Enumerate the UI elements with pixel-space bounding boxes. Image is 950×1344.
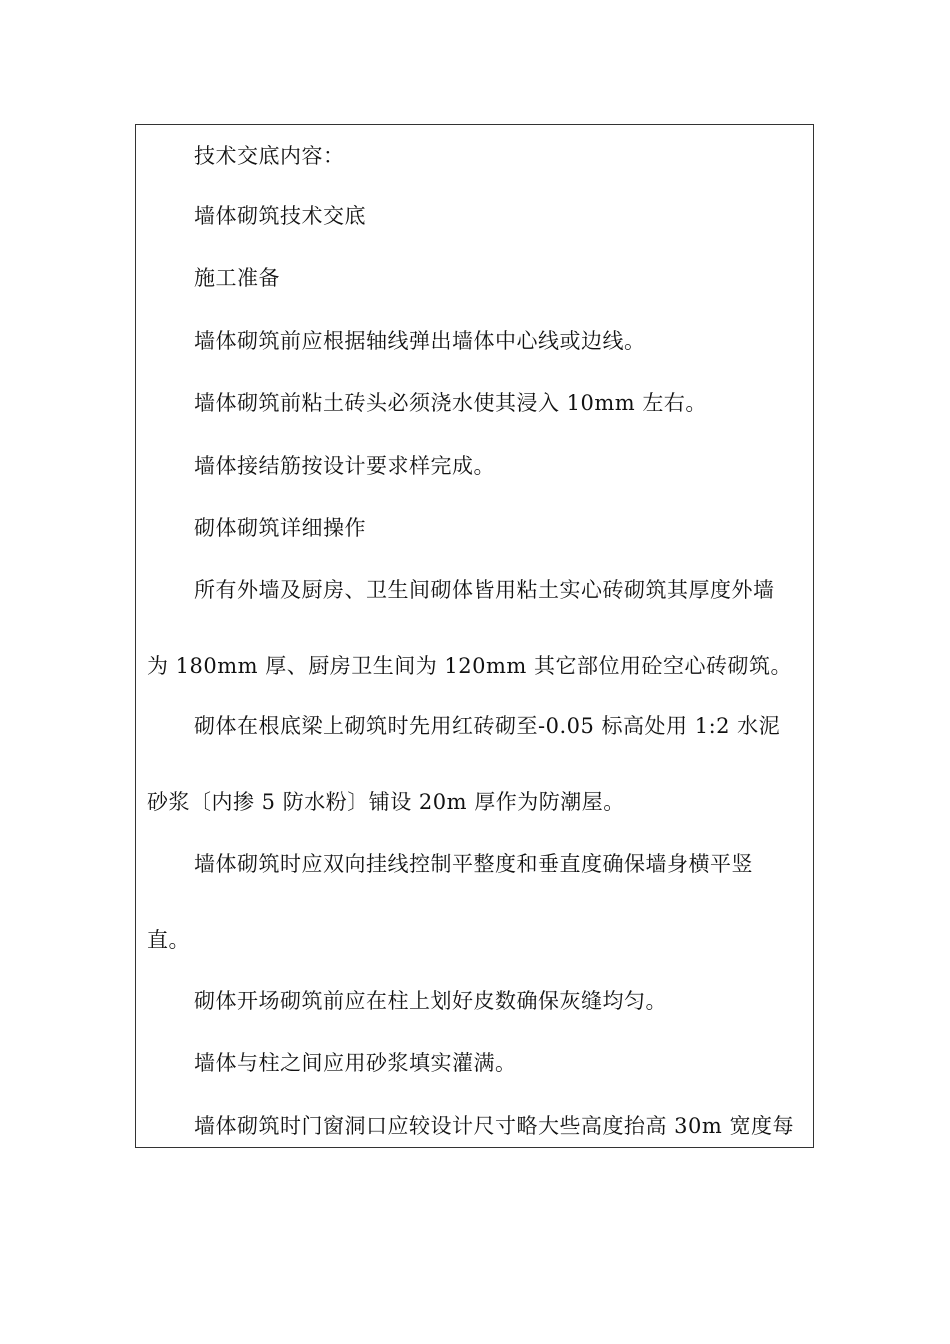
- document-title: 墙体砌筑技术交底: [194, 204, 366, 228]
- paragraph-line: 墙体与柱之间应用砂浆填实灌满。: [194, 1051, 517, 1075]
- content-frame: [135, 124, 814, 1148]
- paragraph-line: 砌体开场砌筑前应在柱上划好皮数确保灰缝均匀。: [194, 989, 667, 1013]
- paragraph-line: 砌体在根底梁上砌筑时先用红砖砌至-0.05 标高处用 1:2 水泥: [194, 714, 781, 738]
- paragraph-line: 墙体接结筋按设计要求样完成。: [194, 454, 495, 478]
- paragraph-line: 所有外墙及厨房、卫生间砌体皆用粘土实心砖砌筑其厚度外墙: [194, 578, 775, 602]
- section-heading: 技术交底内容：: [194, 144, 345, 168]
- paragraph-line: 直。: [147, 928, 190, 952]
- paragraph-line: 墙体砌筑时应双向挂线控制平整度和垂直度确保墙身横平竖: [194, 852, 753, 876]
- subheading-operation: 砌体砌筑详细操作: [194, 516, 366, 540]
- paragraph-line: 砂浆〔内掺 5 防水粉〕铺设 20m 厚作为防潮屋。: [147, 790, 625, 814]
- paragraph-line: 为 180mm 厚、厨房卫生间为 120mm 其它部位用砼空心砖砌筑。: [147, 654, 793, 678]
- paragraph-line: 墙体砌筑前应根据轴线弹出墙体中心线或边线。: [194, 329, 646, 353]
- paragraph-line: 墙体砌筑前粘土砖头必须浇水使其浸入 10mm 左右。: [194, 391, 707, 415]
- paragraph-line: 墙体砌筑时门窗洞口应较设计尺寸略大些高度抬高 30m 宽度每: [194, 1114, 794, 1138]
- subheading-preparation: 施工准备: [194, 266, 280, 290]
